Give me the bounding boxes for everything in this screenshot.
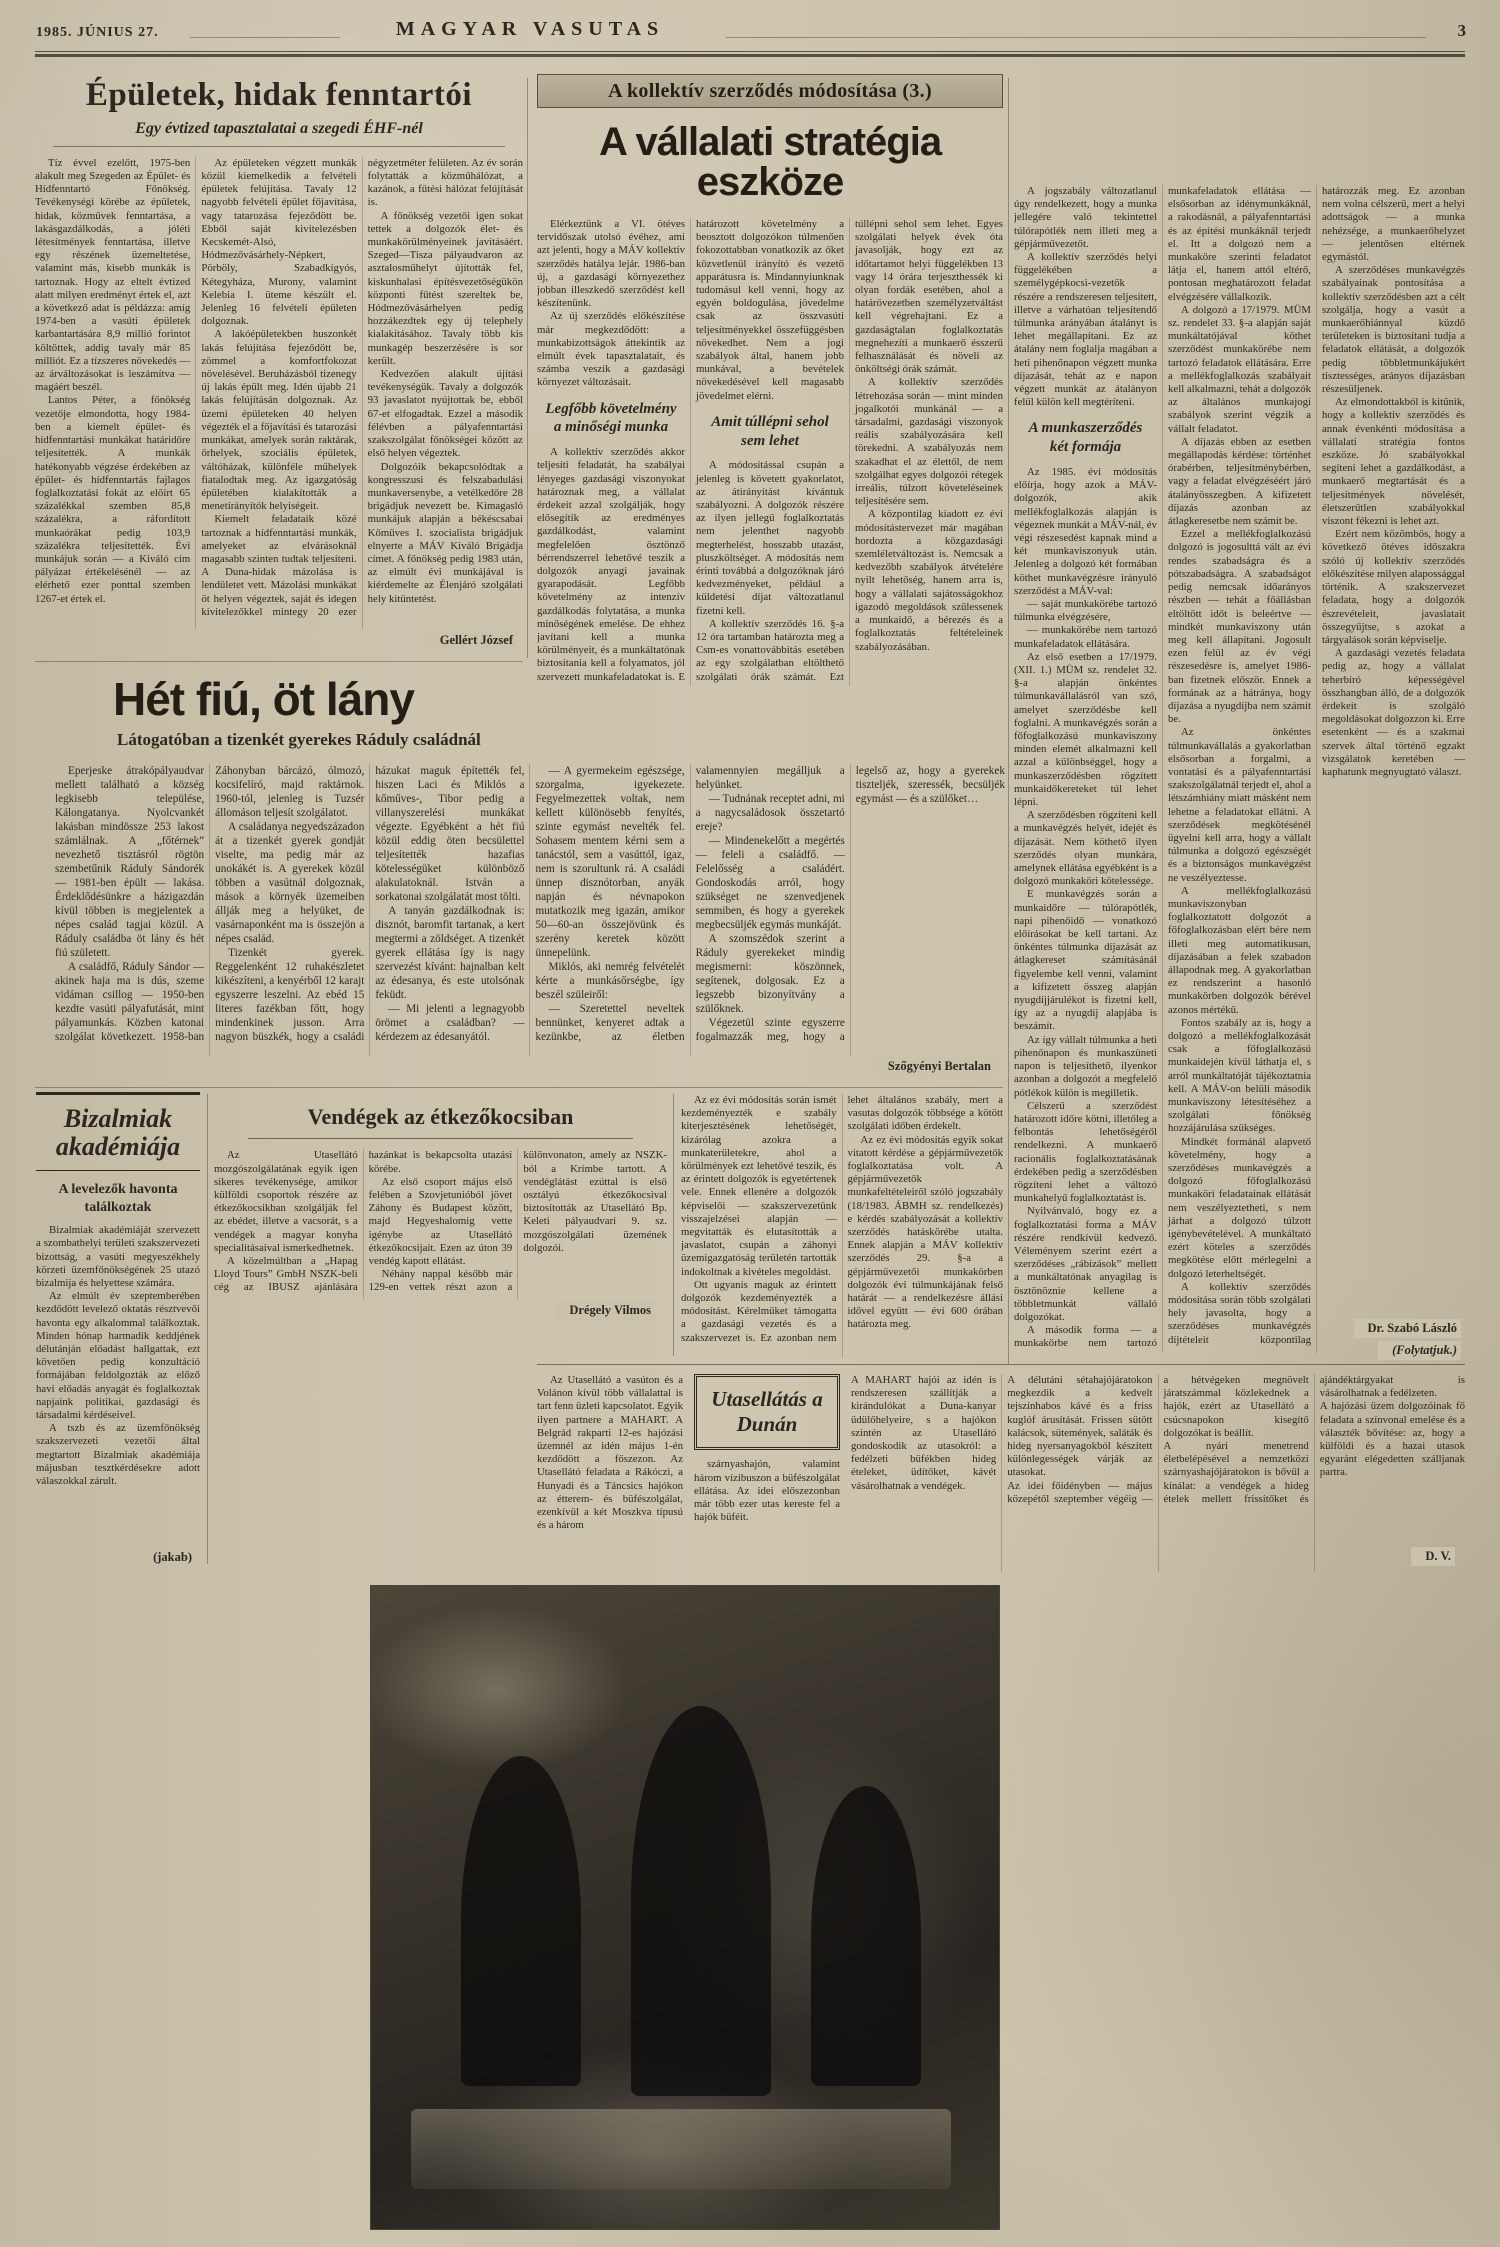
issue-date: 1985. JÚNIUS 27.	[36, 25, 159, 40]
bizalmiak-byline: (jakab)	[153, 1550, 192, 1565]
paragraph: Kiemelt feladataik közé tartoznak a hídfenntartási munkák, amelyeket az elvárásoknál magasabb szinten tudtak teljesíteni. A Duna-hidak mázolása is lendületet vett. Mázolási munkákat öt helyen végeztek, saját és idegen kivitelezőkkel mintegy 20 ezer négyzetméter felületen. Az év során folytatták a közműhálózat, a kazánok, a fűtési hálózat felújítását is.	[201, 156, 523, 618]
paragraph: Ezzel a mellékfoglalkozású dolgozó is jogosulttá vált az évi rendes szabadságra és a pótszabadságra. A szabadságot pedig nemcsak időarányos részben — tehát a főállásban eltöltött időt is beleértve — mindkét munkaviszony után meg kell állapítani. Jogosult ezen felül az év végi részesedésre is, amelyet 1986-ban fizetnek először. Ennek a formának az a hátránya, hogy díjazása a nyugdíjba nem számít be.	[1168, 528, 1311, 726]
paragraph: A gazdasági vezetés feladata pedig az, hogy a vállalat teherbíró képességével összhangban álló, de a dolgozók érdekeit is szolgáló megoldásokat dolgozzon ki. Erre esetenként — és a szakmai szervek által történő egzakt vizsgálatok keretében — kaphatunk megnyugtató választ.	[1322, 647, 1465, 778]
page-number: 3	[1457, 21, 1466, 40]
masthead-title: MAGYAR VASUTAS	[395, 18, 665, 40]
divider-vendegek-kollektiv	[673, 1094, 674, 1356]
ehf-deck: Egy évtized tapasztalatai a szegedi ÉHF-nél	[53, 119, 505, 147]
paragraph: Célszerű a szerződést határozott időre kötni, illetőleg a felbontás lehetőségéről rendelkezni. A munkaerő racionális foglalkoztatásának érdekében pedig a szerződésben rögzíteni lehet a változó munkahelyű foglalkoztatást is.	[1014, 1099, 1157, 1205]
paragraph: Az Utasellátó mozgószolgálatának egyik igen sikeres tevékenysége, amikor külföldi csoportok részére az étkezőkocsikban szolgálják fel az ebédet, illetve a vacsorát, s a vendégek a magyar konyha specialitásaival ismerkedhetnek.	[214, 1149, 358, 1254]
paragraph: A dolgozó a 17/1979. MÜM sz. rendelet 33. §-a alapján saját munkáltatójával köthet szerződést munkakörébe nem tartozó feladatok ellátására. Erre a mellékfoglalkozás szabályait kell alkalmazni, tehát a dolgozók az általános munkajogi szabályok szerint végzik a vállalt feladatot.	[1168, 303, 1312, 435]
utasellatas-col-a	[537, 1374, 683, 1572]
photo-family-group	[370, 1585, 1000, 2230]
kollektiv-byline: Dr. Szabó László	[1354, 1319, 1461, 1338]
divider-above-lower-band	[35, 1087, 1003, 1088]
kollektiv-headline: A vállalati stratégia eszköze	[598, 120, 942, 204]
paragraph: A kollektív szerződés 16. §-a 12 óra tartamban határozta meg a Csm-es vonattovábbítás esetében az egy szolgálatban eltölthető szolgálati órák számát. Ezt túllépni sehol sem lehet. Egyes szolgálati helyek évek óta javasolják, hogy ezt az időtartamot helyi függelékben 13 vagy 14 órára terjeszthessék ki olyan fordák esetében, ahol a határövezetben személyzetváltást kell végrehajtani. Ez a gazdaságtalan foglalkoztatás megnehezíti a munkaerő ésszerű felhasználását és növeli az önköltségi órák számát.	[696, 218, 1003, 683]
article-kollektiv-right	[1014, 74, 1465, 1366]
article-utasellatas	[537, 1364, 1465, 1572]
article-hetfiu	[55, 664, 1005, 1084]
bizalmiak-subhead: A levelezők havonta találkoztak	[58, 1182, 178, 1215]
paragraph: — Tudnának receptet adni, mi a nagycsaládosok összetartó ereje?	[695, 793, 845, 834]
paragraph: Néhány nappal később már 129-en vettek részt azon a különvonaton, amely az NSZK-ból a Krímbe tartott. A vendéglátást ezúttal is első osztályú étkezőkocsival biztosították az Utasellátó Bp. Keleti pályaudvari 9. sz. mozgószolgálati üzemének dolgozói.	[368, 1149, 667, 1294]
paragraph: A szerződésben rögzíteni kell a munkavégzés helyét, idejét és díjazását. Nem köthető ilyen szerződés olyan munkára, amelynek ellátása egyébként is a dolgozó munkaköri kötelessége.	[1014, 809, 1157, 888]
photo-figure	[811, 1786, 921, 2086]
paragraph: — Mi jelenti a legnagyobb örömet a családban? — kérdezem az édesanyától.	[375, 1003, 525, 1044]
paragraph: A tanyán gazdálkodnak is: disznót, baromfit tartanak, a kert megtermi a zöldséget. A tizenkét gyerek ellátása így is nagy szervezést kívánt: hajnalban kelt az édesanya, és este utolsónak feküdt.	[375, 905, 525, 1002]
kollektiv-kicker: A kollektív szerződés módosítása (3.)	[537, 74, 1003, 108]
paragraph: A kollektív szerződés helyi függelékében a személygépkocsi-vezetők részére a rendszeresen teljesített, illetve a várhatóan teljesítendő túlmunka arányában átalányt is lehet megállapítani. Ez az átalány nem foglalja magában a heti pihenőnapon végzett munka díjazását, tehát az e napon végzett munkát az átalányon felül külön kell megtéríteni.	[1014, 251, 1157, 409]
vendegek-headline: Vendégek az étkezőkocsiban	[248, 1100, 633, 1139]
paragraph: Az önkéntes túlmunkavállalás a gyakorlatban elsősorban a forgalmi, a vontatási és a pályafenntartási szakszolgálatnál terjedt el, ahol a létszámhiány miatt másként nem lehetne a feladatokat ellátni. A szerződések megkötésénél ügyelni kell arra, hogy a vállalt túlmunka a dolgozó egészségét és a biztonságos munkavégzést ne veszélyeztesse.	[1168, 726, 1311, 884]
paragraph: A MAHART hajói az idén is rendszeresen szállítják a kirándulókat a Duna-kanyar üdülőhelyeire, s a hajókon szintén az Utasellátó gondoskodik az utasokról: a fedélzeti büfékben hideg ételeket, üdítőket, kávét vásárolhatnak a vendégek.	[851, 1374, 997, 1492]
hetfiu-deck: Látogatóban a tizenkét gyerekes Ráduly családnál	[117, 730, 481, 749]
paragraph: Az elmúlt év szeptemberében kezdődött levelező oktatás résztvevői havonta egy alkalommal találkoztak. Minden hónap harmadik keddjének délutánján előadást hallgattak, ezt követően pedig konzultáció formájában feldolgozták az előző havi előadás anyagát és foglalkoztak napjaink politikai, gazdasági és társadalmi kérdéseivel.	[36, 1290, 200, 1421]
paragraph: A hajózási üzem dolgozóinak fő feladata a színvonal emelése és a választék bővítése: az, hogy a külföldi és a hazai utasok egyaránt elégedetten szálljanak partra.	[1319, 1400, 1465, 1479]
paragraph: Fontos szabály az is, hogy a dolgozó a mellékfoglalkozását csak a főfoglalkozású munkaidején kívül láthatja el, s arról munkáltatóját tájékoztatnia kell. A MÁV-on belüli második munkaviszony létesítéséhez a szolgálati főnökség hozzájárulása szükséges.	[1168, 1016, 1311, 1135]
paragraph: A központilag kiadott ez évi módosítástervezet már magában hordozta a közgazdasági szemléletváltozást is. Nemcsak a kedvezőbb szabályok átvételére nyílt lehetőség, hanem arra is, hogy a vállalati sajátosságokhoz igazodó megoldások szülessenek a munkaidő, a bérezés és a foglalkoztatás feltételeinek szabályozásában.	[855, 508, 1003, 653]
article-vendegek	[214, 1092, 667, 1342]
header-rule-thin	[35, 51, 1465, 52]
paragraph: A délutáni sétahajójáratokon megkezdik a kedvelt tejszínhabos kávé és a friss kuglóf árusítását. Frissen sütött kalácsok, sütemények, saláták és hideg nyersanyagokból készített különlegességek várják az utasokat.	[1007, 1374, 1153, 1479]
paragraph: Tíz évvel ezelőtt, 1975-ben alakult meg Szegeden az Épület- és Hídfenntartó Főnökség. Tevékenységi körébe az épületek, hidak, közművek fenntartása, a lakásgazdálkodás, a jóléti létesítmények fenntartása, illetve egy részének üzemeltetése, valamint más, kisebb munkák is tartoznak. Hogy az eltelt évtized alatt milyen eredményt értek el, azt a következő adat is példázza: amíg 1974-ben a vasúti épületek karbantartására 8,9 millió forintot költöttek, addig tavaly már 85 milliót. Ez a tízszeres növekedés — az árváltozásokat is leszámítva — magáért beszél.	[35, 156, 191, 394]
ehf-body	[35, 157, 523, 629]
paragraph: Kedvezően alakult újítási tevékenységük. Tavaly a dolgozók 93 javaslatot nyújtottak be, ebből 67-et elfogadtak. Ezzel a második félévben a pályafenntartási szakszolgálat főnökségei között az első helyen végeztek.	[367, 368, 523, 460]
paragraph: Ott ugyanis maguk az érintett dolgozók kezdeményezték a módosítást. Kérelmüket támogatta a gazdasági vezetés és a szakszervezet is. Ez azonban nem lehet általános szabály, mert a vasutas dolgozók többsége a kötött szolgálati időben érdekelt.	[681, 1094, 1003, 1344]
masthead-rule-right	[726, 37, 1426, 38]
kollektiv-right-top	[1014, 185, 1157, 409]
kollektiv-subhead-limit: Amit túllépni sehol sem lehet	[711, 413, 829, 449]
hetfiu-headline: Hét fiú, öt lány	[113, 673, 414, 725]
paragraph: Tizenkét gyerek. Reggelenként 12 ruhakészletet kikészíteni, a kenyérből 12 karajt egyszerre leszelni. Az ebéd 15 literes fazékban főtt, hogy mindenkinek jusson. Arra nagyon büszkék, hogy a családi házukat maguk építették fel, hiszen Laci és Miklós a kőműves-, Tibor pedig a villanyszerelési munkákat végezte. Egyébként a hét fiú közül eddig öten becsülettel teljesítették hazafias kötelességüket különböző alakulatoknál. István a sorkatonai szolgálatát most tölti.	[215, 765, 525, 1044]
kollektiv-intro	[537, 218, 685, 390]
paragraph: Az 1985. évi módosítás előírja, hogy azok a MÁV-dolgozók, akik mellékfoglalkozás alapján is végeznek munkát a MÁV-nál, év végi részesedést kapnak mind a két munkaviszonyuk után. Jelenleg a dolgozó két formában köthet munkavégzésre irányuló szerződést a MÁV-val:	[1014, 465, 1157, 597]
paragraph: A nyári menetrend életbelépésével a nemzetközi szárnyashajójáratokon is bővül a kínálat: a vendégek a hideg ételek mellett frissítőket és ajándéktárgyakat is vásárolhatnak a fedélzeten.	[1163, 1374, 1465, 1505]
bizalmiak-headline: Bizalmiak akadémiája	[36, 1092, 200, 1171]
paragraph: A közelmúltban a „Hapag Lloyd Tours” GmbH NSZK-beli cég az IBUSZ ajánlására hazánkat is bekapcsolta utazási körébe.	[214, 1149, 513, 1294]
paragraph: A mellékfoglalkozású munkaviszonyban foglalkoztatott dolgozót a főfoglalkozásban elért bére nem illeti meg automatikusan, díjazásában a felek szabadon állapodnak meg. A gyakorlatban ez rendszerint a hasonló munkakörben dolgozók bérével azonos mértékű.	[1168, 884, 1311, 1016]
paragraph: Az ez évi módosítás során ismét kezdeményezték e szabály kiterjesztésének lehetőségét, kizárólag azokra a munkaterületekre, ahol a körülmények ezt lehetővé teszik, és az érintett dolgozók is egyetértenek vele. Ennek ellenére a dolgozók képviselői — szakszervezetünk visszajelzései alapján — megvitatták és elutasították a javaslatot, csupán a záhonyi üzemigazgatóság területén tartották indokoltnak a kivételes megoldást.	[681, 1094, 837, 1278]
paragraph: — saját munkakörébe tartozó túlmunka elvégzésére,	[1014, 597, 1157, 624]
paragraph: Elérkeztünk a VI. ötéves tervidőszak utolsó évéhez, ami azt jelenti, hogy a MÁV kollektív szerződés hatálya lejár. 1986-ban új, a gazdasági környezethez jobban illeszkedő szerződést kell készítenünk.	[537, 218, 685, 310]
photo-table-highlight	[411, 2109, 951, 2189]
divider-ehf-kollektiv	[527, 78, 528, 658]
paragraph: Az első esetben a 17/1979. (XII. 1.) MÜM sz. rendelet 32. §-a alapján önkéntes túlmunkavállalásról van szó, amelyet szerződésbe kell foglalni. A munkavégzés során a főfoglalkozású munkaviszony minden elemét alkalmazni kell azzal a különbséggel, hogy a munkaszerződésben rögzített munkaidőkereteket túl lehet lépni.	[1014, 650, 1157, 809]
paragraph: — Szeretettel neveltek bennünket, kenyeret adtak a kezünkbe, az életben valamennyien megálljuk a helyünket.	[535, 765, 845, 1044]
photo-figure	[461, 1756, 581, 2086]
paragraph: Az idei főidényben — május közepétől szeptember végéig — a hétvégeken megnövelt járatszámmal közlekednek a hajók, ezért az Utasellátó a csúcsnapokon kisegítő dolgozókat is beállít.	[1007, 1374, 1309, 1505]
paragraph: A lakóépületekben huszonkét lakás felújítása fejeződött be, zömmel a komfortfokozat növelésével. Beruházásból tizenegy új lakás épült meg. Idén újabb 21 lakás felújításán dolgoznak. Az üzemi épületeken 40 helyen végezték el a főjavítási és tatarozási munkákat, amelyek során raktárak, őrhelyek, szociális épületek, váltóházak, különféle műhelyek fiatalodtak meg. Az igazgatóság épületében kialakították a menetirányítók helyiségeit.	[201, 328, 357, 513]
utasellatas-body	[851, 1374, 1465, 1572]
kollektiv-body-continued	[681, 1094, 1003, 1358]
paragraph: E munkavégzés során a munkaidőre — túlórapótlék, napi pihenőidő — vonatkozó előírásokat be kell tartani. Az önkéntes túlmunka díjazását az átlagkereset számításánál figyelembe kell venni, valamint a kifizetett összeg alapján nyugdíjjárulékot is fizetni kell, így az a nyugdíj alapjába is beszámít.	[1014, 888, 1157, 1033]
vendegek-body	[214, 1149, 667, 1299]
utasellatas-col-b-text	[694, 1458, 840, 1524]
paragraph: A tszb és az üzemfőnökség szakszervezeti vezetői által megtartott Bizalmiak akadémiája májusban tesztkérdésekre adott válaszokkal zárult.	[36, 1422, 200, 1488]
article-kollektiv-left	[537, 74, 1003, 683]
hetfiu-byline: Szőgyényi Bertalan	[874, 1057, 995, 1076]
kollektiv-body-left	[537, 218, 1003, 686]
paragraph: Az új szerződés előkészítése már megkezdődött: a munkabizottságok áttekintik az elmúlt évek tapasztalatait, és számba veszik a gazdasági környezet változásait.	[537, 310, 685, 389]
paragraph: Ezért nem közömbös, hogy a következő ötéves időszakra szóló új kollektív szerződés előkészítése milyen alapossággal történik. A szakszervezet feladata, hogy a dolgozók észrevételeit, javaslatait összegyűjtse, s azokat a tárgyalások során képviselje.	[1322, 528, 1465, 646]
paragraph: A családfő, Ráduly Sándor — akinek haja ma is dús, szeme vidáman csillog — 1950-ben kezdte vasúti pályafutását, mint pályamunkás. Közben katonai szolgálat következett. 1958-ban Záhonyban bárcázó, ólmozó, kocsifelíró, majd raktárnok. 1960-tól, jelenleg is Tuzsér állomáson teljesít szolgálatot.	[55, 765, 365, 1044]
paragraph: A kollektív szerződés módosítása során több szolgálati hely javasolta, hogy a szerződéses munkavégzés díjtételeit központilag határozzák meg. Ez azonban nem volna célszerű, mert a helyi adottságok — a munka nehézsége, a munkaerőhelyzet — jelentősen eltérnek egymástól.	[1168, 185, 1465, 1346]
paragraph: Az elmondottakból is kitűnik, hogy a kollektív szerződés és annak évenkénti módosítása a vállalati stratégia fontos eszköze. Jó szabályokkal segíteni lehet a gazdálkodást, a munkaerő megtartását és a teljesítmények növelését, életszerűtlen szabályokkal viszont fékezni is lehet azt.	[1322, 396, 1465, 528]
paragraph: A kollektív szerződés létrehozása során — mint minden jogalkotói munkánál — a társadalmi, gazdasági viszonyok reális szabályozására kell törekedni. A szabályozás nem szakadhat el az élettől, de nem szolgálhat egyes dolgozói rétegek irreális, túlzott követeléseinek teljesítésére sem.	[855, 376, 1003, 508]
paragraph: A jogszabály változatlanul úgy rendelkezett, hogy a munka jellegére való tekintettel túlórapótlék nem illeti meg a gépjárművezetőt.	[1014, 185, 1157, 250]
paragraph: A főnökség vezetői igen sokat tettek a dolgozók élet- és munkakörülményeinek javításáért. Szeged—Tisza pályaudvaron az asztalosműhelyt újították fel, kiskunhalasi építésvezetőségükön központi fűtést szereltek be, Hódmezővásárhelyen pedig hozzákezdtek egy új telephely kialakításához. Tavaly több kis munkagép beszerzésére is sor került.	[367, 209, 523, 367]
paragraph: Lantos Péter, a főnökség vezetője elmondotta, hogy 1984-ben a kiemelt épület- és hídfenntartási munkákat határidőre teljesítették. A munkák hatékonyabb végzése érdekében az épület- és hídfenntartás fajlagos foglalkoztatási fokát az előírt 65 százalékkal szemben 85,8 százalékra, a ráfordított munkaórákat pedig 103,9 százalékra teljesítették. Évi munkájuk során — a Kiváló cím pályázat értékelésénél — az elérhető ezer ponttal szemben 1267-et értek el.	[35, 394, 191, 605]
paragraph: Az Utasellátó a vasúton és a Volánon kívül több vállalattal is tart fenn üzleti kapcsolatot. Egyik ilyen partnere a MAHART. A Belgrád rakparti 12-es hajózási üzemnél az idén május 1-én kezdődött a főszezon. Az Utasellátó feladata a Rákóczi, a Hunyadi és a Táncsics hajókon az étterem- és büfészolgálat, ezenkívül a két Moszkva típusú és a három	[537, 1374, 684, 1532]
paragraph: — munkakörébe nem tartozó munkafeladatok ellátására.	[1014, 624, 1157, 650]
paragraph: Eperjeske átrakópályaudvar mellett található a község legkisebb települése, Kálongatanya. Nyolcvankét lakásban mindössze 253 lakost számlálnak. A „főtérnek” nevezhető tisztásról rögtön szembetűnik Ráduly Sándorék — 1981-ben épült — lakása. Érdeklődésünkre a házigazdán kívül többen is megjelentek a népes család tagjai közül. A Ráduly családba öt lány és hét fiú született.	[55, 765, 205, 960]
article-kollektiv-continued	[681, 1094, 1003, 1358]
paragraph: — A gyermekeim egészsége, szorgalma, igyekezete. Fegyelmezettek voltak, nem kellett különösebb fenyítés, szinte egymást nevelték fel. Sohasem mentem kérni sem a tanácstól, sem a vasúttól, igaz, nem is szorultunk rá. A családi ünnep disznótorban, anyák napján és névnapokon mutatkozik meg igazán, amikor 50—60-an összejövünk és szerény keretek között ünnepelünk.	[535, 765, 685, 960]
hetfiu-body	[55, 764, 1005, 1056]
paragraph: A szerződéses munkavégzés szabályainak pontosítása a kollektív szerződésben azt a célt szolgálja, hogy a vasút a munkaerőhiánnyal küzdő területeken is biztosítani tudja a feladatok ellátását, a dolgozók pedig többletmunkájukért tisztességes, arányos díjazásban részesüljenek.	[1322, 264, 1465, 396]
paragraph: Az épületeken végzett munkák közül kiemelkedik a felvételi épületek felújítása. Tavaly 12 nagyobb felvételi épület főjavítása, vagy tatarozása fejeződött be. Ebből saját kivitelezésben Kecskemét-Alsó, Hódmezővásárhely-Népkert, Pörböly, Szabadkígyós, Kétegyháza, Murony, valamint Kelebia I. üteme készült el. Jelenleg 16 felvételi épületen dolgoznak.	[201, 156, 357, 328]
paragraph: Bizalmiak akadémiáját szervezett a szombathelyi területi szakszervezeti bizottság, a vasúti megyeszékhely körzeti üzemfőnökségének 25 utazó bizalmija és helyettese számára.	[36, 1224, 200, 1289]
divider-kollektiv-mid	[1008, 78, 1009, 1364]
utasellatas-byline: D. V.	[1411, 1547, 1455, 1566]
paragraph: A módosítással csupán a jelenleg is követett gyakorlatot, az átirányítást kívántuk szabályozni. A dolgozók részére az ilyen jellegű foglalkoztatás nem jelenthet nagyobb megterhelést, hosszabb utazást, pluszköltséget. A módosítás nem érinti továbbá a dolgozóknak járó kedvezményeket, például a küldetési díjat változatlanul fizetni kell.	[696, 459, 844, 617]
utasellatas-col-b	[694, 1374, 840, 1572]
utasellatas-headline: Utasellátás a Dunán	[694, 1374, 840, 1450]
kollektiv-subhead-quality: Legfőbb követelmény a minőségi munka	[545, 400, 677, 436]
paragraph: Dolgozóik bekapcsolódtak a kongresszusi és felszabadulási munkaversenybe, a vetélkedőre 28 brigádjuk nevezett be. Kimagasló munkájuk alapján a békéscsabai Kőműves I. szocialista brigádjuk elnyerte a MÁV Kiváló Brigádja címet. A főnökség pedig 1983 után, az elmúlt évi munkájával is kiérdemelte az Élenjáró szolgálati hely kitüntetést.	[367, 460, 523, 605]
paragraph: Nyilvánvaló, hogy ez a foglalkoztatási forma a MÁV részére rendkívül kedvező. Véleményem szerint ezért a szerződéses „rábízások” mellett a munkáltatónak anyagilag is ösztönöznie kellene a többletmunkát vállaló dolgozókat.	[1014, 1205, 1157, 1323]
kollektiv-body-right	[1014, 185, 1465, 1353]
vendegek-byline: Drégely Vilmos	[555, 1301, 655, 1320]
paragraph: Miklós, aki nemrég felvételét kérte a munkásőrségbe, így beszél szüleiről:	[535, 961, 685, 1002]
paragraph: Végezetül szinte egyszerre fogalmazzák meg, hogy a legelső az, hogy a gyerekek tiszteljék, szeressék, becsüljék egymást — és a szülőket…	[695, 765, 1005, 1044]
article-ehf	[35, 74, 523, 664]
kollektiv-continuation-note: (Folytatjuk.)	[1378, 1341, 1461, 1360]
paragraph: A díjazás ebben az esetben megállapodás kérdése: történhet órabérben, teljesítménybérben, vagy a feladat elvégzéséért járó átalányösszegben. A kifizetett díjazás azonban az átlagkeresetbe nem számít be.	[1168, 435, 1311, 528]
paragraph: A családanya negyedszázadon át a tizenkét gyerek gondját viselte, ma pedig már az unokákét is. A gyerekek közül többen a vasútnál dolgoznak, mások a környék üzemeiben állják meg a helyüket, de vasárnaponként ma is összejön a népes család.	[215, 821, 365, 946]
paragraph: — Mindenekelőtt a megértés — feleli a családfő. — Felelősség a családért. Gondoskodás arról, hogy szükséget ne szenvedjenek semmiben, és hogy a gyerekek megbecsüljék egymás munkáját.	[695, 835, 845, 932]
ehf-headline: Épületek, hidak fenntartói	[85, 77, 473, 113]
paragraph: A második forma — a munkakörbe nem tartozó munkafeladatok ellátása — elsősorban az idénymunkáknál, a rakodásnál, a pályafenntartási és az építési munkáknál terjedt el. Itt a dolgozó nem a munkaköre szerinti feladatot látja el, hanem attól eltérő, pontosan meghatározott feladat elvégzésére vállalkozik.	[1014, 185, 1311, 1350]
article-bizalmiak	[36, 1092, 200, 1566]
masthead-rule-left	[190, 37, 340, 38]
paragraph: Az így vállalt túlmunka a heti pihenőnapon és munkaszüneti napon is teljesíthető, ilyenkor azonban a dolgozót a megfelelő pótlékok külön is megilletik.	[1014, 1033, 1157, 1099]
paragraph: A kollektív szerződés akkor teljesíti feladatát, ha szabályai lényeges gazdasági viszonyokat határoznak meg, a vállalat érdekeit azzal szolgálják, hogy elősegítik az eredményes gazdálkodást, valamint megfelelően ösztönző bérrendszerrel lehetővé teszik a dolgozók anyagi javainak gyarapodását. Legfőbb követelmény az intenzív gazdálkodás folytatása, a munka minőségének emelése. De ehhez javítani kell a munka körülményeit, és a munkáltatónak biztosítania kell a folyamatos, jól szervezett munkafeladatokat is. E határozott követelmény a beosztott dolgozókon túlmenően fokozottabban vonatkozik az őket közvetlenül irányító és vezető apparátusra is. Mindannyiunknak tudomásul kell venni, hogy az egyén boldogulása, jövedelme csak az összvasúti teljesítményekkel összefüggésben növekedhet. Nem a jogi szabályok által, hanem jobb munkával, a bevételek növekedésével kell magasabb jövedelmet elérni.	[537, 218, 844, 683]
ehf-byline: Gellért József	[426, 631, 517, 650]
divider-bizalmiak-vendegek	[207, 1094, 208, 1564]
paragraph: Mindkét formánál alapvető követelmény, hogy a szerződéses munkavégzés a dolgozó főfoglalkozású munkaköri feladatainak ellátását nem veszélyeztetheti, s nem járhat a dolgozó túlzott igénybevételével. A munkáltató ezért köteles a szerződés megkötése előtt mérlegelni a dolgozó leterheltségét.	[1168, 1135, 1311, 1280]
kollektiv-subhead-contract: A munkaszerződés két formája	[1028, 420, 1143, 456]
photo-figure	[631, 1706, 771, 2096]
header-rule-thick	[35, 54, 1465, 57]
paragraph: Az ez évi módosítás egyik sokat vitatott kérdése a gépjárművezetők foglalkoztatása volt. A gépjárművezetők munkafeltételeiről szóló jogszabály (18/1983. ÁBMH sz. rendelkezés) e kérdés szabályozását a kollektív szerződés hatáskörébe utalta. Ennek alapján a MÁV kollektív szerződés 29. §-a a gépjárművezetői munkakörben dolgozók évi túlmunkájának felső határát — a rendelkezésre állási idővel együtt — évi 600 órában határozta meg.	[847, 1133, 1003, 1331]
paragraph: Az első csoport május első felében a Szovjetunióból jövet Záhony és Budapest között, majd Hegyeshalomig vette igénybe az Utasellátó étkezőkocsijait. Ezen az úton 39 vendég kapott ellátást.	[368, 1175, 513, 1267]
paragraph: A szomszédok szerint a Ráduly gyerekeket mindig megismerni: köszönnek, segítenek, dolgosak. Ez a legszebb bizonyítvány a szülőknek.	[695, 933, 845, 1016]
paragraph: szárnyashajón, valamint három vízibuszon a büfészolgálat ellátása. Az idei előszezonban már több ezer utas kereste fel a hajók büféit.	[694, 1458, 840, 1524]
bizalmiak-body	[36, 1224, 200, 1542]
